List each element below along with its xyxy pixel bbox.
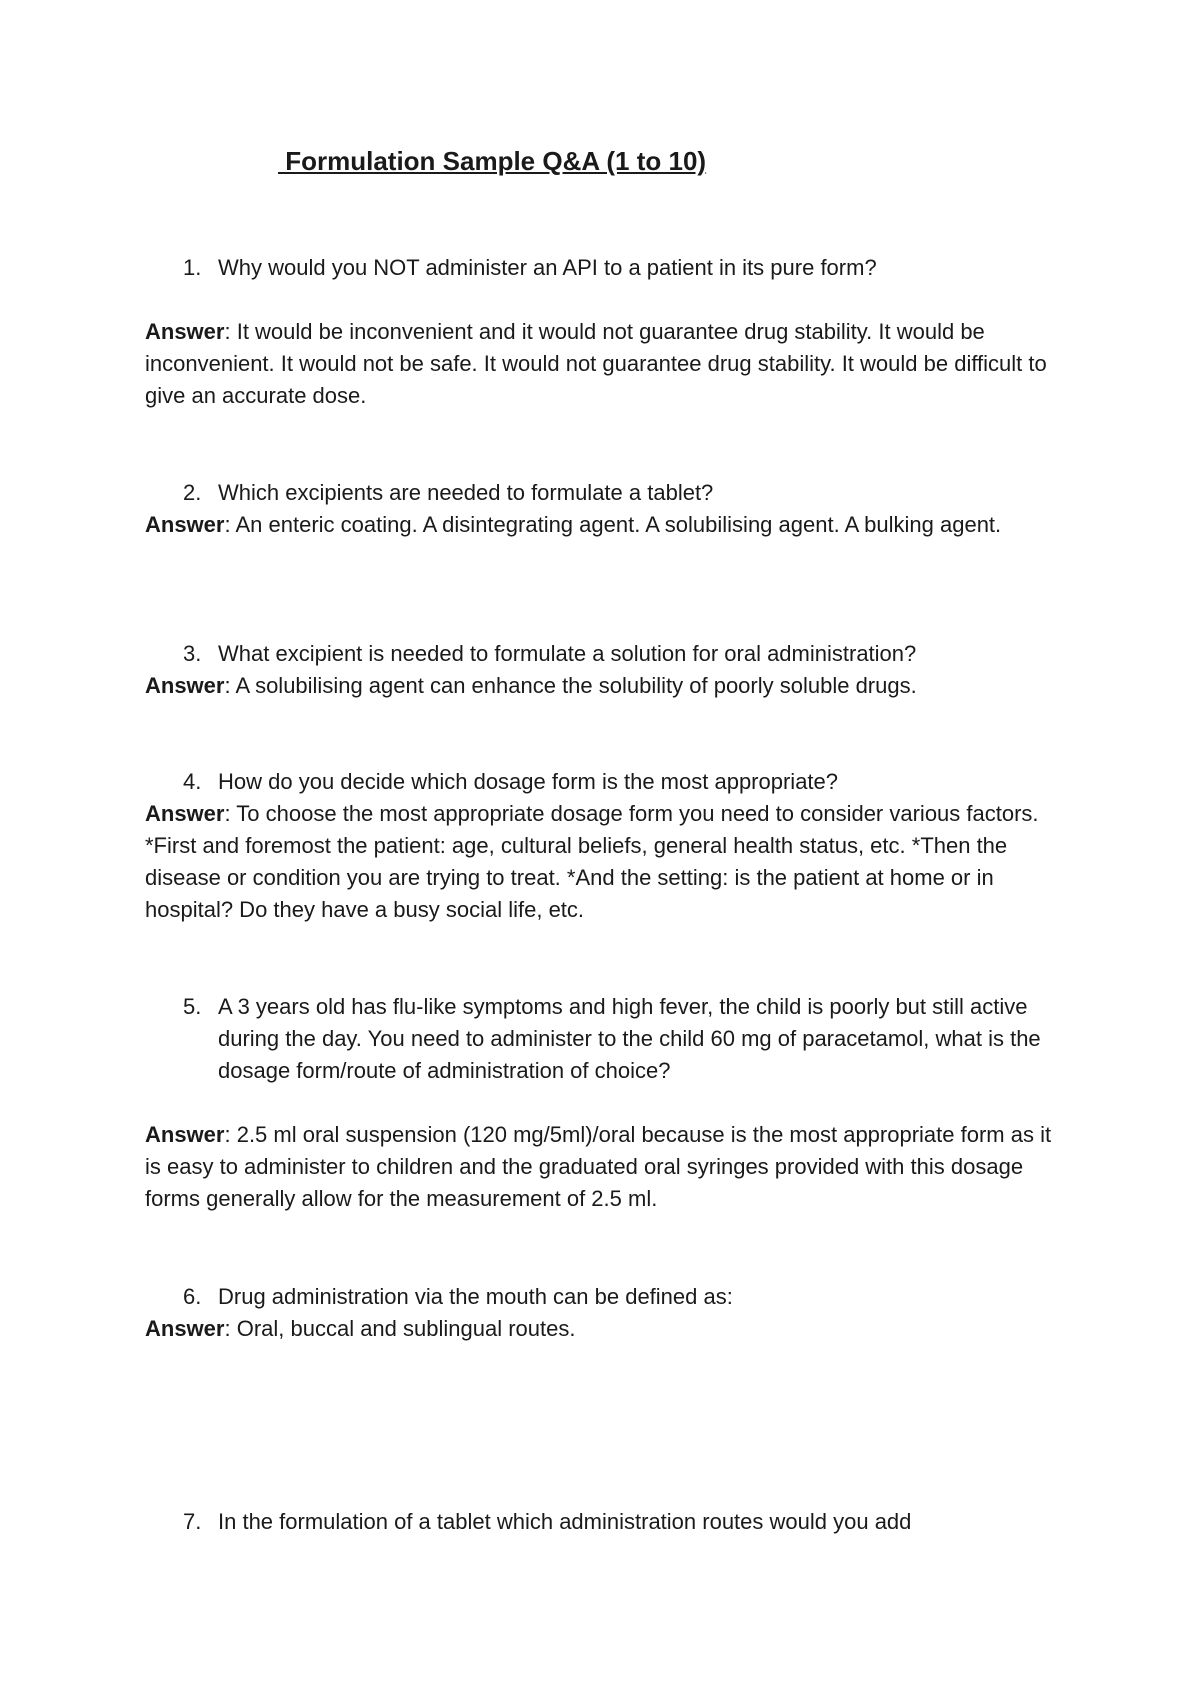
answer-text: : It would be inconvenient and it would not guarantee drug stability. It would be inconvenient. It would not be safe. It would not guarantee drug stability. It would be difficult to give an accurate dose. [145, 319, 1047, 408]
question-number: 1. [183, 255, 202, 280]
question-number: 2. [183, 480, 202, 505]
answer-6 [145, 1313, 1065, 1345]
question-text: Drug administration via the mouth can be defined as: [218, 1284, 733, 1309]
answer-text: : An enteric coating. A disintegrating agent. A solubilising agent. A bulking agent. [224, 512, 1002, 537]
question-7 [183, 1506, 1063, 1538]
question-1 [183, 252, 1063, 284]
question-3 [183, 638, 1063, 670]
question-text: In the formulation of a tablet which administration routes would you add [218, 1509, 912, 1534]
answer-3 [145, 670, 1065, 702]
answer-label: Answer [145, 512, 225, 537]
answer-text: : To choose the most appropriate dosage form you need to consider various factors. *First and foremost the patient: age, cultural beliefs, general health status, etc. *Then the disease or condition you are trying to treat. *And the setting: is the patient at home or in hospital? Do they have a busy social life, etc. [145, 801, 1039, 922]
question-text: What excipient is needed to formulate a solution for oral administration? [218, 641, 917, 666]
question-text: How do you decide which dosage form is the most appropriate? [218, 769, 839, 794]
question-number: 5. [183, 994, 202, 1019]
question-2 [183, 477, 1063, 509]
answer-label: Answer [145, 673, 225, 698]
question-5 [183, 991, 1063, 1087]
question-number: 6. [183, 1284, 202, 1309]
answer-label: Answer [145, 801, 225, 826]
answer-label: Answer [145, 319, 225, 344]
question-number: 3. [183, 641, 202, 666]
question-4 [183, 766, 1063, 798]
answer-text: : 2.5 ml oral suspension (120 mg/5ml)/oral because is the most appropriate form as it is easy to administer to children and the graduated oral syringes provided with this dosage forms generally allow for the measurement of 2.5 ml. [145, 1122, 1052, 1211]
question-text: A 3 years old has flu-like symptoms and high fever, the child is poorly but still active during the day. You need to administer to the child 60 mg of paracetamol, what is the dosage form/route of administration of choice? [218, 994, 1041, 1083]
answer-2 [145, 509, 1065, 541]
answer-label: Answer [145, 1316, 225, 1341]
answer-1 [145, 316, 1065, 412]
answer-4 [145, 798, 1065, 926]
question-6 [183, 1281, 1063, 1313]
page-title: Formulation Sample Q&A (1 to 10) [278, 146, 707, 176]
question-number: 4. [183, 769, 202, 794]
answer-text: : Oral, buccal and sublingual routes. [224, 1316, 576, 1341]
answer-5 [145, 1119, 1065, 1215]
question-text: Why would you NOT administer an API to a patient in its pure form? [218, 255, 877, 280]
answer-label: Answer [145, 1122, 225, 1147]
question-number: 7. [183, 1509, 202, 1534]
question-text: Which excipients are needed to formulate a tablet? [218, 480, 714, 505]
answer-text: : A solubilising agent can enhance the solubility of poorly soluble drugs. [224, 673, 917, 698]
